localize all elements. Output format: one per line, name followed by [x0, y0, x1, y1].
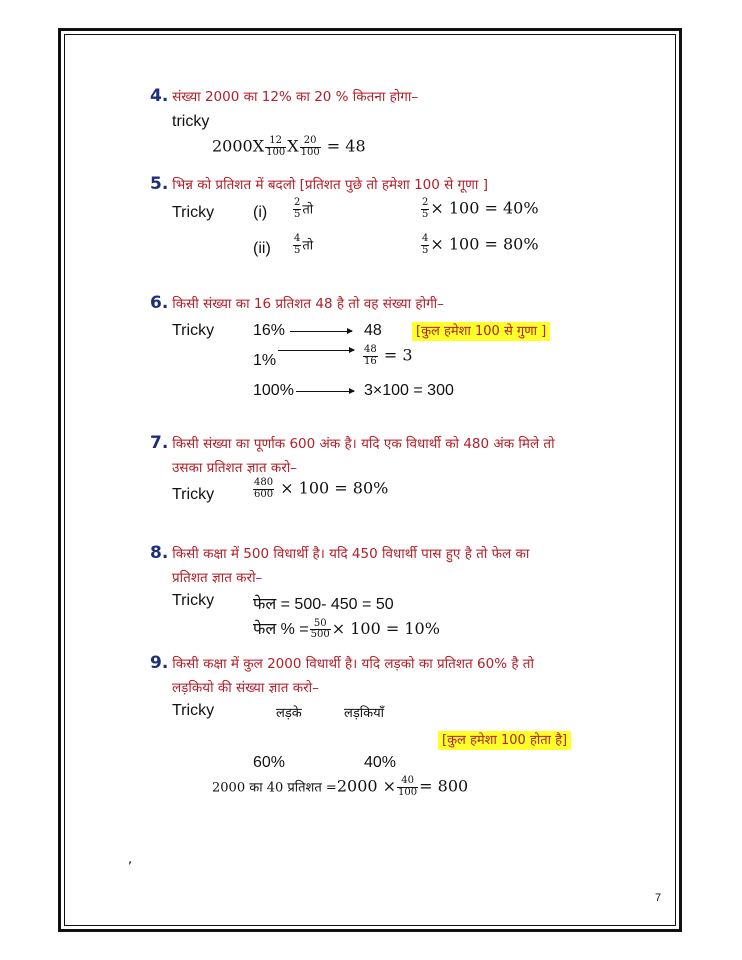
q4-equation	[212, 136, 366, 158]
q5-number: 5.	[150, 174, 169, 194]
q9-boys: लड़के	[276, 706, 302, 721]
q6-note-text: [कुल हमेशा 100 से गुणा ]	[412, 322, 550, 341]
q5-i: (i)	[253, 204, 268, 221]
q6-a1: 16%	[253, 322, 286, 339]
q6-arrow-1	[290, 331, 352, 332]
q7-text2: उसका प्रतिशत ज्ञात करो–	[172, 460, 297, 476]
q4-rhs: = 48	[326, 136, 366, 156]
q6-b3: 3×100 = 300	[364, 382, 454, 399]
q6-heading	[150, 293, 444, 313]
q9-text2: लड़कियो की संख्या ज्ञात करो–	[172, 680, 319, 696]
q6-b1: 48	[364, 322, 382, 339]
q4-lhs: 2000X	[212, 136, 265, 156]
q8-line2: फेल % = $\frac{50}{500}$ × 100 = 10%	[253, 617, 440, 640]
q5-text: भिन्न को प्रतिशत में बदलो [प्रतिशत पुछे तो हमेशा 100 से गूणा ]	[172, 177, 488, 193]
q9-text1: किसी कक्षा में कुल 2000 विधार्थी है। यदि लड़को का प्रतिशत 60% है तो	[172, 656, 534, 672]
q6-arrow-3	[296, 391, 354, 392]
q5-i-frac: $\frac{2}{5}$ तो	[294, 197, 314, 220]
q4-frac1: $\frac{12}{100}$	[266, 135, 286, 158]
stray-mark: ,	[128, 852, 133, 867]
q7-label: Tricky	[172, 486, 215, 503]
q5-ii-result: $\frac{4}{5}$ × 100 = 80%	[422, 233, 539, 256]
q6-label: Tricky	[172, 322, 215, 339]
q7-heading	[150, 433, 555, 453]
q9-number: 9.	[150, 653, 169, 673]
q6-a3: 100%	[253, 382, 294, 399]
q4-text: संख्या 2000 का 12% का 20 % कितना होगा–	[172, 89, 419, 105]
q8-heading	[150, 543, 529, 563]
q7-number: 7.	[150, 433, 169, 453]
q5-heading	[150, 174, 488, 194]
q9-note	[438, 729, 571, 748]
q8-label: Tricky	[172, 592, 215, 609]
q9-girls: लड़कियाँ	[344, 706, 385, 721]
q4-label: tricky	[172, 113, 210, 130]
q5-ii: (ii)	[253, 240, 271, 257]
q8-text1: किसी कक्षा में 500 विधार्थी है। यदि 450 विधार्थी पास हुए है तो फेल का	[172, 546, 530, 562]
page-number: 7	[655, 892, 662, 904]
q4-x: X	[287, 136, 299, 156]
q7-text1: किसी संख्या का पूर्णाक 600 अंक है। यदि एक विधार्थी को 480 अंक मिले तो	[172, 436, 555, 452]
q9-label: Tricky	[172, 702, 215, 719]
q5-label: Tricky	[172, 204, 215, 221]
q8-text2: प्रतिशत ज्ञात करो–	[172, 570, 263, 586]
q5-ii-frac: $\frac{4}{5}$ तो	[294, 233, 314, 256]
q9-p2: 40%	[364, 754, 397, 771]
q6-number: 6.	[150, 293, 169, 313]
q9-calc: 2000 का 40 प्रतिशत =2000 × $\frac{40}{100}$ = 800	[212, 775, 469, 798]
q6-note	[412, 320, 550, 339]
q4-number: 4.	[150, 86, 169, 106]
q7-equation: $\frac{480}{600}$ × 100 = 80%	[254, 477, 389, 500]
q6-frac: $\frac{48}{16}$ = 3	[364, 344, 413, 367]
q8-number: 8.	[150, 543, 169, 563]
q9-note-text: [कुल हमेशा 100 होता है]	[438, 731, 571, 750]
q5-i-result: $\frac{2}{5}$ × 100 = 40%	[422, 197, 539, 220]
q6-text: किसी संख्या का 16 प्रतिशत 48 है तो वह संख्या होगी–	[172, 296, 444, 312]
q4-frac2: $\frac{20}{100}$	[300, 135, 320, 158]
q8-line1: फेल = 500- 450 = 50	[253, 596, 394, 613]
q6-a2: 1%	[253, 352, 277, 369]
q6-arrow-2	[278, 350, 354, 351]
q4-heading	[150, 86, 418, 106]
q9-heading	[150, 653, 534, 673]
q9-p1: 60%	[253, 754, 286, 771]
